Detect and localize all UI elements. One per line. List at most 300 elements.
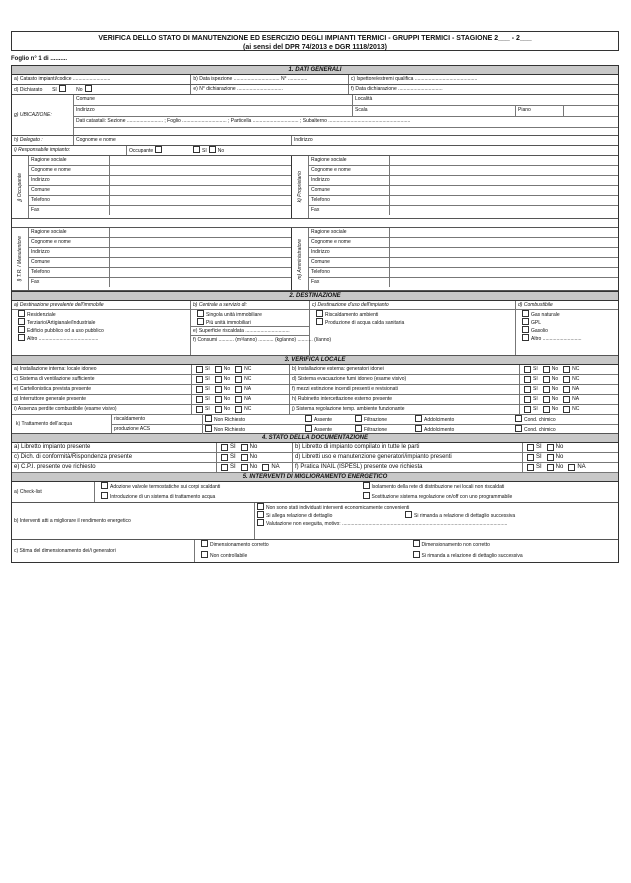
section-2-title: 2. DESTINAZIONE xyxy=(12,291,618,301)
verifica-left-opts-4-0-checkbox[interactable] xyxy=(196,406,203,413)
checklist-opt-0[interactable] xyxy=(95,482,357,491)
field-data-ispezione[interactable]: b) Data ispezione ................................. N° .............. xyxy=(191,75,348,84)
row-delegato xyxy=(12,136,618,146)
interv-opt-2-label: Si rimanda a relazione di dettaglio successiva xyxy=(414,513,516,519)
verifica-left-opts-0-1-checkbox[interactable] xyxy=(215,366,222,373)
verifica-left-opts-0 xyxy=(192,365,290,374)
checklist-opt-1-label: Isolamento della rete di distribuzione nei locali non riscaldati xyxy=(371,484,505,490)
interv-opt-2[interactable] xyxy=(403,511,515,519)
verifica-right-opts-4-0-label: SI xyxy=(533,406,538,412)
manutentore-vlabel: l) T.R. / Manutentore xyxy=(17,236,23,282)
doc-left-opts-0-0-checkbox[interactable] xyxy=(221,444,228,451)
verifica-right-opts-3-2-checkbox[interactable] xyxy=(563,396,570,403)
ubicazione-block xyxy=(12,95,618,136)
prop-indirizzo: Indirizzo xyxy=(311,176,390,185)
doc-right-label: d) Libretti uso e manutenzione generatori/impianto presenti xyxy=(293,453,523,462)
verifica-right-opts-0-2-label: NC xyxy=(572,366,580,372)
verifica-left-opts-2-2-checkbox[interactable] xyxy=(235,386,242,393)
dest-b-title: b) Centrale a servizio di: xyxy=(191,301,309,310)
dest-c-opt-0-label: Riscaldamento ambienti xyxy=(325,312,379,318)
interv-opt-0-label: Non sono stati individuati interventi economicamente convenienti xyxy=(266,505,410,511)
occ-fax: Fax xyxy=(31,206,110,215)
dest-a-opt-2-label: Edificio pubblico od a uso pubblico xyxy=(27,328,104,334)
row-def xyxy=(12,85,618,95)
si-label: SI xyxy=(52,87,57,93)
trattamento-opt-label: Addolcimento xyxy=(424,427,455,433)
trattamento-opt[interactable] xyxy=(413,415,513,424)
stima-block xyxy=(12,540,618,562)
doc-right-opts-0-0-checkbox[interactable] xyxy=(527,444,534,451)
manutentore-amministratore-block xyxy=(12,228,618,291)
occ-cognome: Cognome e nome xyxy=(31,166,110,175)
occupante-label: Occupante xyxy=(129,148,154,154)
verifica-row xyxy=(12,385,618,395)
doc-left-opts-0-1-label: No xyxy=(249,444,258,450)
verifica-right-opts-3-0-checkbox[interactable] xyxy=(524,396,531,403)
dest-b-opt-1-checkbox[interactable] xyxy=(197,318,204,325)
man-comune: Comune xyxy=(31,258,110,267)
trattamento-opt-label: Cond. chimico xyxy=(524,427,556,433)
delegato-cognome-field[interactable]: Cognome e nome xyxy=(74,136,292,145)
doc-left-opts-2-1-checkbox[interactable] xyxy=(241,464,248,471)
verifica-left-opts-2-1-checkbox[interactable] xyxy=(215,386,222,393)
stima-opt-2-checkbox[interactable] xyxy=(201,551,208,558)
verifica-left-opts-4 xyxy=(192,405,290,414)
dest-a-opt-1-checkbox[interactable] xyxy=(18,318,25,325)
dest-c-opt-1-label: Produzione di acqua calda sanitaria xyxy=(325,320,405,326)
stima-opt-0[interactable] xyxy=(195,540,407,550)
dest-d-opt-0-checkbox[interactable] xyxy=(522,310,529,317)
proprietario-vlabel: k) Proprietario xyxy=(297,171,303,203)
verifica-right-opts-1-2-checkbox[interactable] xyxy=(563,376,570,383)
verifica-left-opts-3-0-checkbox[interactable] xyxy=(196,396,203,403)
trattamento-opt-label: Filtrazione xyxy=(364,417,388,423)
trattamento-opt[interactable] xyxy=(513,415,593,424)
stima-opt-0-label: Dimensionamento corretto xyxy=(210,542,269,548)
doc-right-opts-0-1-label: No xyxy=(555,444,564,450)
verifica-row xyxy=(12,375,618,385)
dest-a-col xyxy=(12,301,191,355)
verifica-right-opts-0-1-checkbox[interactable] xyxy=(543,366,550,373)
dest-a-opt-0[interactable] xyxy=(12,310,190,318)
verifica-right-opts-2-1-checkbox[interactable] xyxy=(543,386,550,393)
interventi-block xyxy=(12,503,618,540)
doc-right-opts-0-0-label: SI xyxy=(536,444,542,450)
scala-field[interactable]: Scala xyxy=(353,106,516,116)
comune-field[interactable]: Comune xyxy=(74,95,353,105)
checklist-opt-3[interactable] xyxy=(357,492,619,501)
verifica-left-opts-4-1-label: No xyxy=(223,406,231,412)
prop-fax: Fax xyxy=(311,206,390,215)
responsabile-si-no xyxy=(189,146,618,155)
verifica-left-opts-4-0-label: SI xyxy=(205,406,210,412)
dest-a-opt-0-checkbox[interactable] xyxy=(18,310,25,317)
verifica-left-opts-1-1-label: No xyxy=(223,376,231,382)
no-label: No xyxy=(76,87,83,93)
verifica-left-opts-3-0-label: SI xyxy=(205,396,210,402)
stima-label: c) Stima del dimensionamento dei/i generatori xyxy=(12,540,195,562)
delegato-indirizzo-field[interactable]: Indirizzo xyxy=(294,137,313,143)
doc-left-opts-2-0-label: SI xyxy=(230,464,236,470)
trattamento-checkbox[interactable] xyxy=(355,425,362,432)
verifica-row xyxy=(12,395,618,405)
si-checkbox[interactable] xyxy=(59,85,66,92)
verifica-right-opts-4-2-label: NC xyxy=(572,406,580,412)
dest-a-opt-1[interactable] xyxy=(12,318,190,326)
verifica-left-opts-2 xyxy=(192,385,290,394)
doc-left-opts-1-1-checkbox[interactable] xyxy=(241,454,248,461)
dest-c-opt-1-checkbox[interactable] xyxy=(316,318,323,325)
verifica-right-opts-1-0-label: SI xyxy=(533,376,538,382)
trattamento-opt-label: Addolcimento xyxy=(424,417,455,423)
verifica-left-opts-2-1-label: No xyxy=(223,386,231,392)
trattamento-row xyxy=(112,415,618,425)
amministratore-vlabel: m) Amministratore xyxy=(297,238,303,280)
dest-c-opt-0-checkbox[interactable] xyxy=(316,310,323,317)
dest-b-opt-1-label: Più unità immobiliari xyxy=(206,320,251,326)
field-n-dichiarazione[interactable]: e) N° dichiarazione ................................. xyxy=(191,85,348,94)
verifica-right-label: f) mezzi estinzione incendi presenti e revisionati xyxy=(290,385,520,394)
doc-left-opts-1 xyxy=(217,453,293,462)
form-grid xyxy=(11,65,619,563)
man-fax: Fax xyxy=(31,278,110,287)
doc-right-opts-2-0-checkbox[interactable] xyxy=(527,464,534,471)
amm-cognome: Cognome e nome xyxy=(311,238,390,247)
verifica-right-opts-1-1-label: No xyxy=(551,376,559,382)
verifica-left-opts-2-0-label: SI xyxy=(205,386,210,392)
occupante-proprietario-block xyxy=(12,156,618,219)
man-cognome: Cognome e nome xyxy=(31,238,110,247)
trattamento-opt-label: Cond. chimico xyxy=(524,417,556,423)
verifica-right-opts-2-0-label: SI xyxy=(533,386,538,392)
trattamento-opt[interactable] xyxy=(353,415,413,424)
amm-telefono: Telefono xyxy=(311,268,390,277)
dichiarato-label: d) Dichiarato xyxy=(14,87,43,93)
verifica-left-opts-1-2-label: NC xyxy=(244,376,252,382)
trattamento-checkbox[interactable] xyxy=(515,425,522,432)
field-catasto[interactable]: a) Catasto impianti/codice ........................... xyxy=(12,75,191,84)
resp-no-checkbox[interactable] xyxy=(209,146,216,153)
verifica-right-opts-3-1-label: No xyxy=(551,396,559,402)
verifica-left-label: g) Interruttore generale presente xyxy=(12,395,192,404)
dest-d-opt-1-label: GPL xyxy=(531,320,542,326)
trattamento-opt[interactable] xyxy=(203,415,303,424)
dest-d-opt-3-checkbox[interactable] xyxy=(522,334,529,341)
trattamento-opt-label: Non Richiesto xyxy=(214,417,246,423)
prop-cognome: Cognome e nome xyxy=(311,166,390,175)
trattamento-label: k) Trattamento dell'acqua xyxy=(12,415,112,433)
verifica-right-opts-0-0-checkbox[interactable] xyxy=(524,366,531,373)
verifica-left-opts-0-1-label: No xyxy=(223,366,231,372)
no-checkbox[interactable] xyxy=(85,85,92,92)
verifica-left-opts-2-2-label: NA xyxy=(244,386,252,392)
verifica-left-opts-1-1-checkbox[interactable] xyxy=(215,376,222,383)
occupante-fields xyxy=(29,156,292,218)
resp-si-checkbox[interactable] xyxy=(193,146,200,153)
dest-d-opt-2[interactable] xyxy=(516,326,618,334)
dest-b-opt-0-checkbox[interactable] xyxy=(197,310,204,317)
verifica-left-opts-3-2-checkbox[interactable] xyxy=(235,396,242,403)
doc-right-opts-1-1-checkbox[interactable] xyxy=(547,454,554,461)
prop-ragione: Ragione sociale xyxy=(311,156,390,165)
checklist-opt-2-checkbox[interactable] xyxy=(101,492,108,499)
piano-field[interactable]: Piano xyxy=(516,106,564,116)
occupante-option[interactable] xyxy=(127,146,189,155)
trattamento-checkbox[interactable] xyxy=(305,425,312,432)
dest-d-opt-3[interactable] xyxy=(516,334,618,342)
dati-catastali-field[interactable]: Dati catastali: Sezione .......................... ; Foglio ................................ ; Particella ................................. ; Subalterno ........................................................... xyxy=(74,117,618,128)
row-responsabile xyxy=(12,146,618,156)
doc-right-opts-1-0-checkbox[interactable] xyxy=(527,454,534,461)
doc-left-opts-2 xyxy=(217,463,293,472)
trattamento-opt-label: Filtrazione xyxy=(364,427,388,433)
doc-left-opts-0 xyxy=(217,443,293,452)
doc-left-opts-2-2-label: NA xyxy=(271,464,280,470)
dest-b-opt-0-label: Singola unità immobiliare xyxy=(206,312,262,318)
stima-opt-3-checkbox[interactable] xyxy=(413,551,420,558)
verifica-row xyxy=(12,405,618,415)
doc-left-opts-2-2-checkbox[interactable] xyxy=(262,464,269,471)
doc-left-opts-2-0-checkbox[interactable] xyxy=(221,464,228,471)
verifica-right-opts-4-1-label: No xyxy=(551,406,559,412)
doc-right-label: b) Libretto di impianto compilato in tutte le parti xyxy=(293,443,523,452)
verifica-left-opts-3 xyxy=(192,395,290,404)
stima-opt-2-label: Non controllabile xyxy=(210,553,248,559)
doc-row xyxy=(12,463,618,473)
proprietario-fields xyxy=(309,156,618,218)
dest-a-opt-1-label: Terziario/Artigianale/Industriale xyxy=(27,320,96,326)
doc-row xyxy=(12,443,618,453)
dest-c-opt-0[interactable] xyxy=(310,310,515,318)
indirizzo-field[interactable]: Indirizzo xyxy=(74,106,353,116)
doc-left-opts-0-0-label: SI xyxy=(230,444,236,450)
checklist-opt-3-checkbox[interactable] xyxy=(363,492,370,499)
verifica-right-opts-3 xyxy=(520,395,618,404)
responsabile-label: i) Responsabile impianto: xyxy=(12,146,127,155)
checklist-opt-0-label: Adozione valvole termostatiche sui corpi scaldanti xyxy=(110,484,221,490)
trattamento-checkbox[interactable] xyxy=(305,415,312,422)
doc-right-opts-1-1-label: No xyxy=(555,454,564,460)
verifica-left-opts-0-2-label: NC xyxy=(244,366,252,372)
resp-no-label: No xyxy=(217,148,225,154)
interventi-options xyxy=(255,503,618,539)
sheet-number: Foglio n° 1 di .......... xyxy=(11,56,68,62)
dest-d-opt-2-checkbox[interactable] xyxy=(522,326,529,333)
dest-b-col xyxy=(191,301,332,355)
stima-opt-1-checkbox[interactable] xyxy=(413,540,420,547)
resp-si-label: SI xyxy=(202,148,207,154)
interv-opt-3[interactable] xyxy=(255,519,618,527)
verifica-right-opts-0-2-checkbox[interactable] xyxy=(563,366,570,373)
trattamento-opt[interactable] xyxy=(203,425,303,434)
checklist-block xyxy=(12,482,618,503)
verifica-right-opts-3-0-label: SI xyxy=(533,396,538,402)
checklist-opt-1[interactable] xyxy=(357,482,619,491)
verifica-right-opts-3-1-checkbox[interactable] xyxy=(543,396,550,403)
verifica-left-opts-2-0-checkbox[interactable] xyxy=(196,386,203,393)
dest-c-opt-1[interactable] xyxy=(310,318,515,326)
stima-opt-3[interactable] xyxy=(407,551,619,561)
localita-field[interactable]: Località xyxy=(355,96,373,102)
dest-d-col xyxy=(516,301,618,355)
form-page xyxy=(11,31,619,563)
verifica-left-opts-0-2-checkbox[interactable] xyxy=(235,366,242,373)
verifica-left-label: a) Installazione interna: locale idoneo xyxy=(12,365,192,374)
interv-opt-1[interactable] xyxy=(255,511,403,519)
doc-right-opts-2-1-checkbox[interactable] xyxy=(547,464,554,471)
verifica-right-label: h) Rubinetto intercettazione esterno presente xyxy=(290,395,520,404)
doc-left-opts-1-0-checkbox[interactable] xyxy=(221,454,228,461)
doc-left-label: a) Libretto impianto presente xyxy=(12,443,217,452)
verifica-right-opts-0-0-label: SI xyxy=(533,366,538,372)
dest-d-opt-3-label: Altro ............................ xyxy=(531,336,582,342)
dest-d-opt-1-checkbox[interactable] xyxy=(522,318,529,325)
dest-b-opt-1[interactable] xyxy=(191,318,309,326)
dest-c-col xyxy=(310,301,516,355)
stima-opt-0-checkbox[interactable] xyxy=(201,540,208,547)
doc-left-opts-2-1-label: No xyxy=(249,464,258,470)
checklist-opt-1-checkbox[interactable] xyxy=(363,482,370,489)
interv-opt-0[interactable] xyxy=(255,503,618,511)
verifica-right-opts-4-1-checkbox[interactable] xyxy=(543,406,550,413)
stima-opt-2[interactable] xyxy=(195,551,407,561)
delegato-label: h) Delegato : xyxy=(12,136,74,145)
dest-d-title: d) Combustibile xyxy=(516,301,618,310)
verifica-left-opts-4-1-checkbox[interactable] xyxy=(215,406,222,413)
field-data-dichiarazione[interactable]: f) Data dichiarazione ................................ xyxy=(350,86,443,92)
doc-right-opts-0-1-checkbox[interactable] xyxy=(547,444,554,451)
verifica-left-opts-1 xyxy=(192,375,290,384)
occ-indirizzo: Indirizzo xyxy=(31,176,110,185)
verifica-left-opts-0-0-label: SI xyxy=(205,366,210,372)
amm-comune: Comune xyxy=(311,258,390,267)
doc-right-opts-2-1-label: No xyxy=(555,464,564,470)
doc-left-opts-1-1-label: No xyxy=(249,454,258,460)
doc-right-opts-1-0-label: SI xyxy=(536,454,542,460)
verifica-left-opts-3-1-checkbox[interactable] xyxy=(215,396,222,403)
trattamento-checkbox[interactable] xyxy=(515,415,522,422)
section-4-title: 4. STATO DELLA DOCUMENTAZIONE xyxy=(12,434,618,443)
dest-d-opt-0-label: Gas naturale xyxy=(531,312,560,318)
verifica-left-label: e) Cartellonistica prevista presente xyxy=(12,385,192,394)
doc-right-opts-2-0-label: SI xyxy=(536,464,542,470)
trattamento-opt[interactable] xyxy=(303,425,353,434)
trattamento-opt[interactable] xyxy=(413,425,513,434)
checklist-opt-0-checkbox[interactable] xyxy=(101,482,108,489)
trattamento-type: riscaldamento xyxy=(112,415,203,424)
prop-comune: Comune xyxy=(311,186,390,195)
trattamento-opt-label: Assente xyxy=(314,417,333,423)
stima-opt-1[interactable] xyxy=(407,540,619,550)
verifica-right-opts-1-1-checkbox[interactable] xyxy=(543,376,550,383)
verifica-left-opts-4-2-checkbox[interactable] xyxy=(235,406,242,413)
verifica-left-opts-0-0-checkbox[interactable] xyxy=(196,366,203,373)
verifica-right-opts-2-1-label: No xyxy=(551,386,559,392)
form-header xyxy=(11,31,619,51)
verifica-right-opts-2-2-label: NA xyxy=(572,386,580,392)
verifica-left-label: i) Assenza perdite combustibile (esame visivo) xyxy=(12,405,192,414)
verifica-right-opts-2-0-checkbox[interactable] xyxy=(524,386,531,393)
prop-telefono: Telefono xyxy=(311,196,390,205)
verifica-left-opts-3-2-label: NA xyxy=(244,396,252,402)
dest-d-opt-0[interactable] xyxy=(516,310,618,318)
checklist-opt-2[interactable] xyxy=(95,492,357,501)
dest-a-opt-2-checkbox[interactable] xyxy=(18,326,25,333)
verifica-right-opts-4-0-checkbox[interactable] xyxy=(524,406,531,413)
trattamento-checkbox[interactable] xyxy=(205,415,212,422)
verifica-left-opts-1-0-checkbox[interactable] xyxy=(196,376,203,383)
dest-a-opt-3-checkbox[interactable] xyxy=(18,334,25,341)
dest-a-opt-2[interactable] xyxy=(12,326,190,334)
verifica-left-label: c) Sistema di ventilazione sufficiente xyxy=(12,375,192,384)
checklist-label: a) Check-list xyxy=(12,482,95,502)
dest-b-opt-0[interactable] xyxy=(191,310,309,318)
manutentore-fields xyxy=(29,228,292,290)
man-indirizzo: Indirizzo xyxy=(31,248,110,257)
superficie-field[interactable]: e) Superficie riscaldata ................................ xyxy=(191,326,309,335)
trattamento-checkbox[interactable] xyxy=(415,415,422,422)
verifica-right-label: b) Installazione esterna: generatori idonei xyxy=(290,365,520,374)
trattamento-opt[interactable] xyxy=(353,425,413,434)
trattamento-opt[interactable] xyxy=(303,415,353,424)
doc-left-label: e) C.P.I. presente ove richiesto xyxy=(12,463,217,472)
trattamento-opt[interactable] xyxy=(513,425,593,434)
dest-a-title: a) Destinazione prevalente dell'immobile xyxy=(12,301,190,310)
ubicazione-label: g) UBICAZIONE: xyxy=(12,95,74,135)
doc-right-opts-2-2-label: NA xyxy=(577,464,586,470)
verifica-row xyxy=(12,365,618,375)
trattamento-row xyxy=(112,425,618,434)
verifica-right-opts-0 xyxy=(520,365,618,374)
form-subtitle: (ai sensi del DPR 74/2013 e DGR 1118/2013) xyxy=(243,44,387,51)
verifica-right-opts-4-2-checkbox[interactable] xyxy=(563,406,570,413)
occ-ragione: Ragione sociale xyxy=(31,156,110,165)
consumi-field[interactable]: f) Consumi ........... (m³/anno) ........... (kg/anno) ........... (l/anno) xyxy=(193,337,332,343)
man-ragione: Ragione sociale xyxy=(31,228,110,237)
trattamento-acqua-block xyxy=(12,415,618,434)
stima-opt-3-label: Si rimanda a relazione di dettaglio successiva xyxy=(421,553,523,559)
section-3-title: 3. VERIFICA LOCALE xyxy=(12,356,618,365)
verifica-right-label: d) Sistema evacuazione fumi idoneo (esame visivo) xyxy=(290,375,520,384)
verifica-right-opts-2 xyxy=(520,385,618,394)
amm-ragione: Ragione sociale xyxy=(311,228,390,237)
field-ispettore[interactable]: c) Ispettore/estremi qualifica ............................................. xyxy=(350,76,478,82)
verifica-left-opts-1-0-label: SI xyxy=(205,376,210,382)
doc-right-opts-2 xyxy=(523,463,618,472)
verifica-right-opts-3-2-label: NA xyxy=(572,396,580,402)
trattamento-opt-label: Assente xyxy=(314,427,333,433)
form-title: VERIFICA DELLO STATO DI MANUTENZIONE ED ESERCIZIO DEGLI IMPIANTI TERMICI - GRUPPI TERMICI - STAGIONE 2___ - 2___ xyxy=(98,35,532,42)
occupante-vlabel: j) Occupante xyxy=(17,172,23,202)
occupante-checkbox[interactable] xyxy=(155,146,162,153)
verifica-right-opts-2-2-checkbox[interactable] xyxy=(563,386,570,393)
dest-a-opt-3[interactable] xyxy=(12,334,190,342)
trattamento-checkbox[interactable] xyxy=(415,425,422,432)
verifica-right-opts-1-0-checkbox[interactable] xyxy=(524,376,531,383)
stima-opt-1-label: Dimensionamento non corretto xyxy=(421,542,490,548)
verifica-left-opts-1-2-checkbox[interactable] xyxy=(235,376,242,383)
trattamento-checkbox[interactable] xyxy=(205,425,212,432)
doc-right-opts-2-2-checkbox[interactable] xyxy=(568,464,575,471)
verifica-right-opts-1-2-label: NC xyxy=(572,376,580,382)
doc-left-opts-0-1-checkbox[interactable] xyxy=(241,444,248,451)
dest-a-opt-3-label: Altro ........................................... xyxy=(27,336,99,342)
amm-fax: Fax xyxy=(311,278,390,287)
trattamento-checkbox[interactable] xyxy=(355,415,362,422)
dest-c-title: c) Destinazione d'uso dell'impianto xyxy=(310,301,515,310)
dest-d-opt-1[interactable] xyxy=(516,318,618,326)
verifica-left-opts-3-1-label: No xyxy=(223,396,231,402)
